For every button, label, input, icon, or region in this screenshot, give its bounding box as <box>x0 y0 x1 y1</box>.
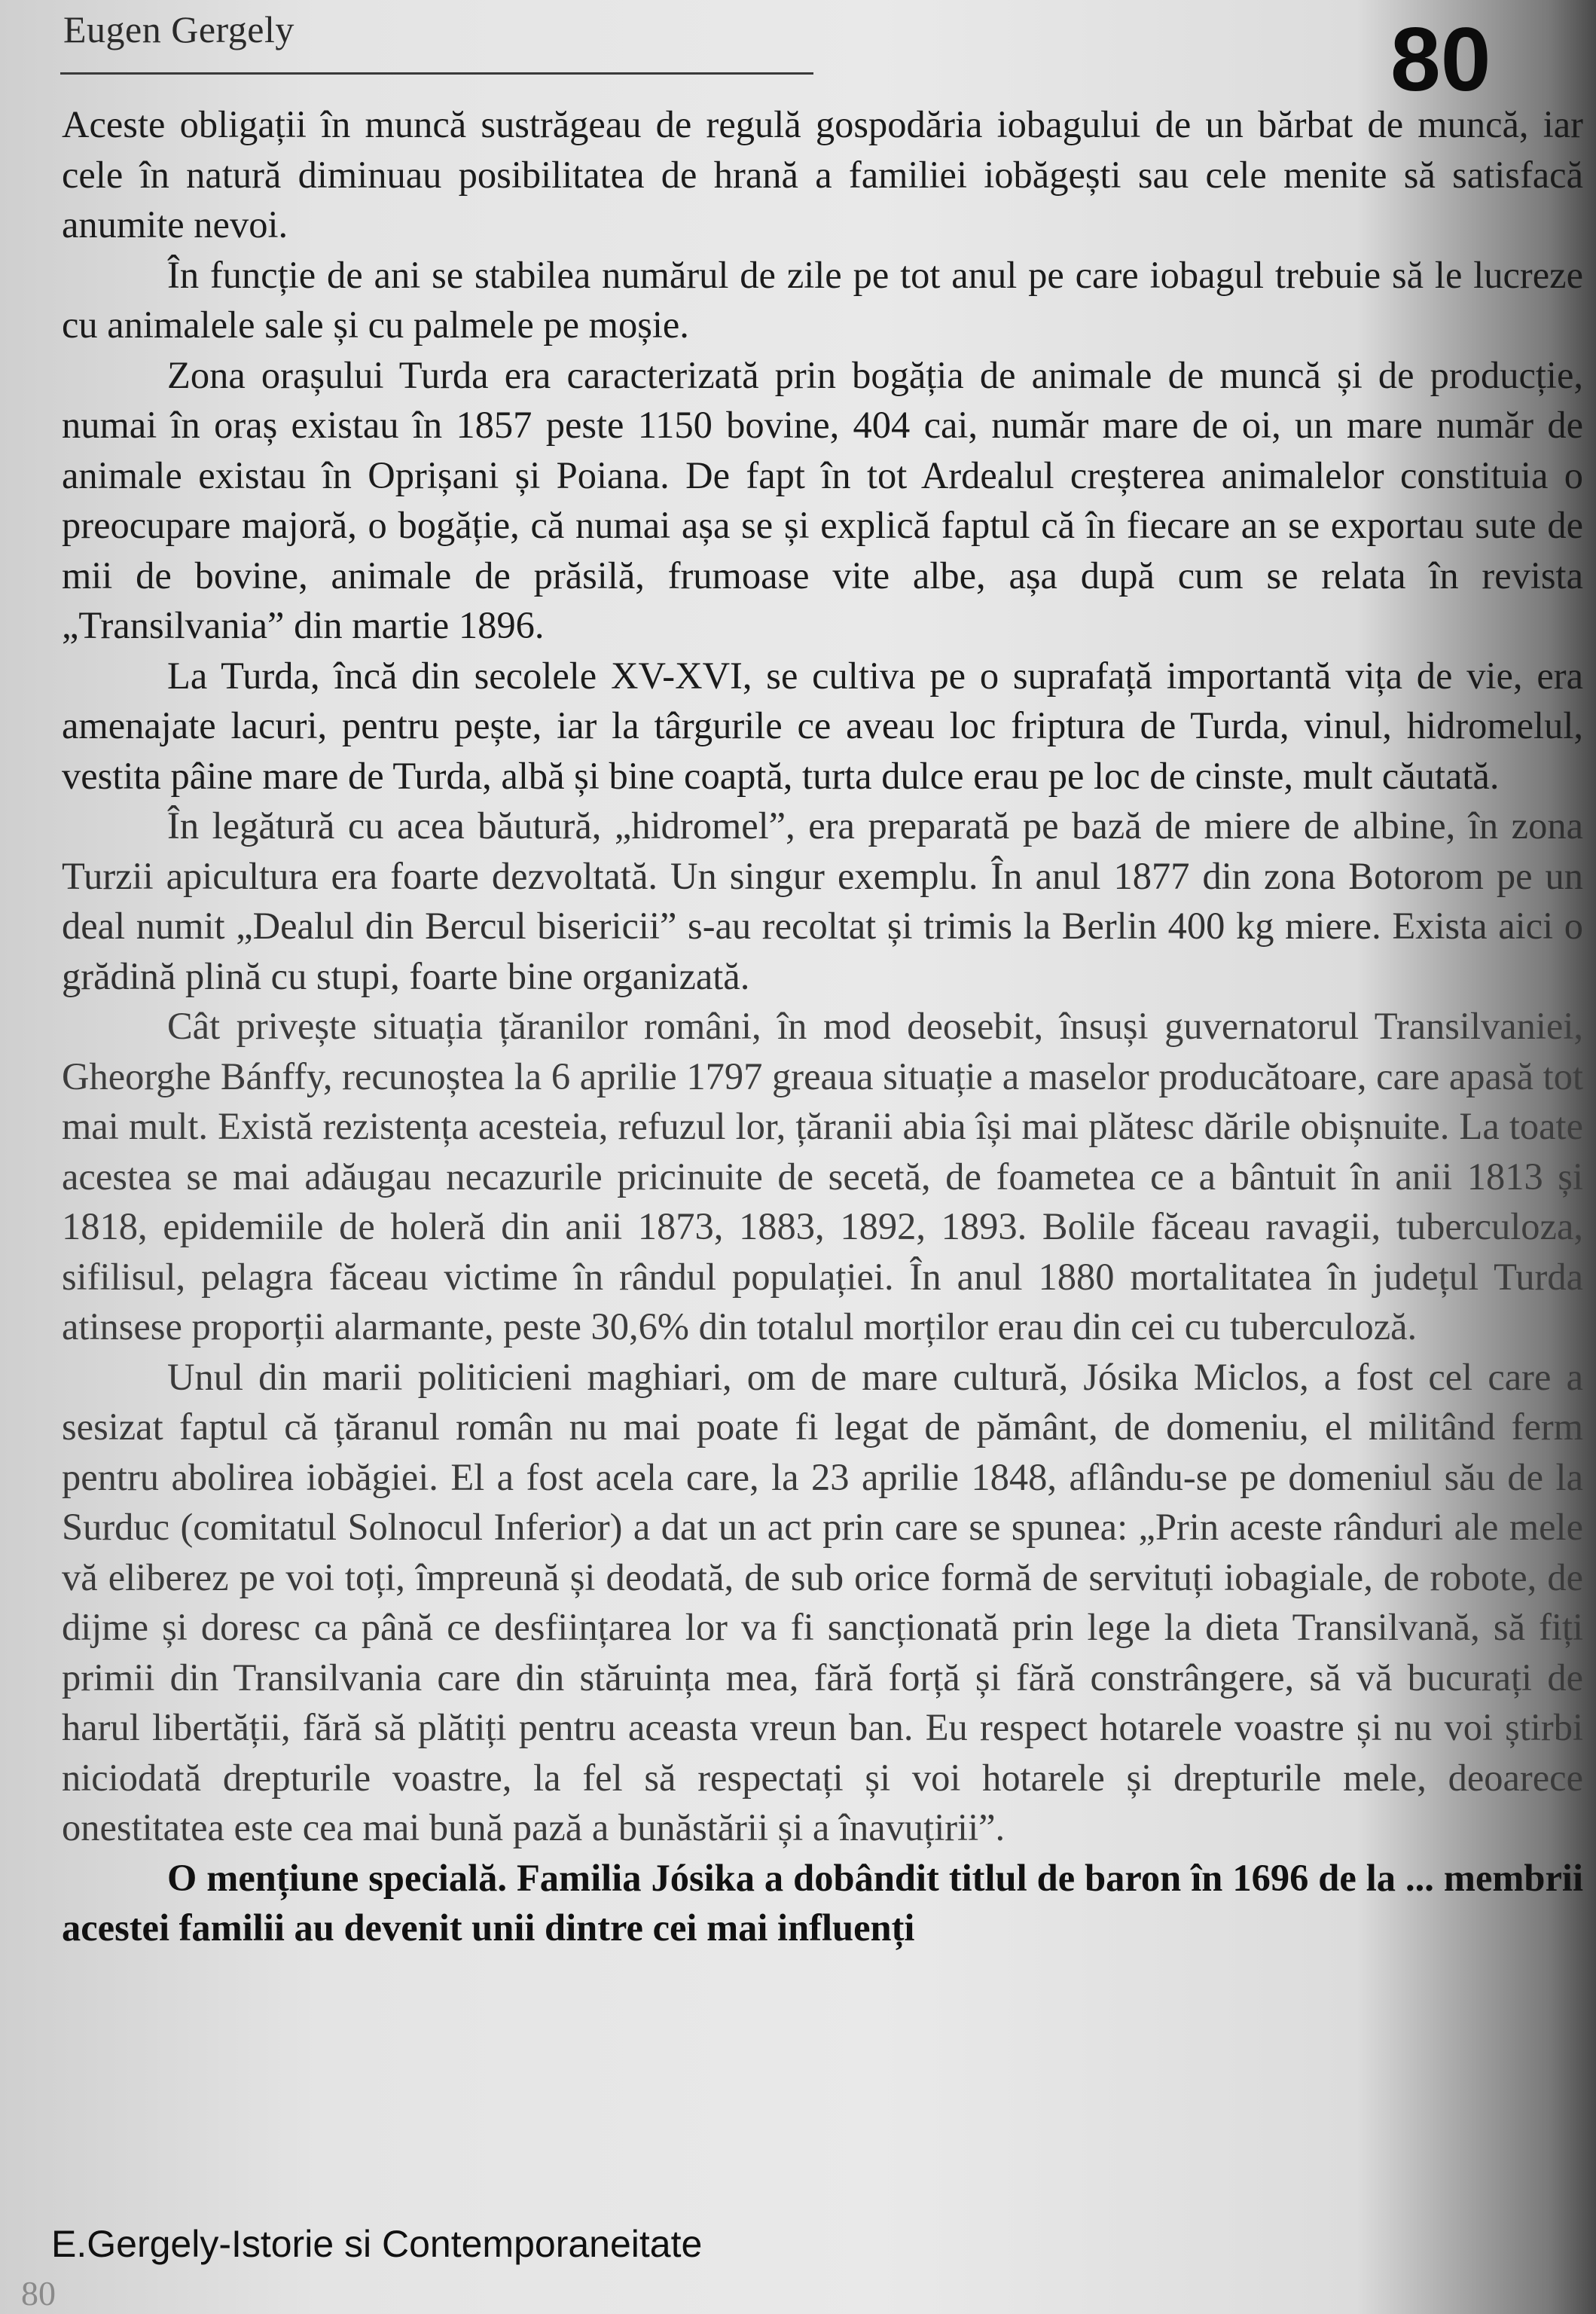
paragraph-2: În funcție de ani se stabilea numărul de zile pe tot anul pe care iobagul trebuie să le lucreze cu animalele sale și cu palmele pe moșie. <box>62 253 1583 346</box>
page-number: 80 <box>1390 9 1491 110</box>
paragraph-8: O mențiune specială. Familia Jósika a dobândit titlul de baron în 1696 de la ... membrii acestei familii au devenit unii dintre cei mai influenți <box>62 1856 1583 1949</box>
corner-page-number: 80 <box>21 2274 56 2312</box>
paragraph-3: Zona orașului Turda era caracterizată prin bogăția de animale de muncă și de producție, numai în oraș existau în 1857 peste 1150 bovine, 404 cai, număr mare de oi, un mare număr de animale existau în Oprișani și Poiana. De fapt în tot Ardealul creșterea animalelor constituia o preocupare majoră, o bogăție, că numai așa se și explică faptul că în fiecare an se exportau sute de mii de bovine, animale de prăsilă, frumoase vite albe, așa după cum se relata în revista „Transilvania” din martie 1896. <box>62 353 1583 646</box>
footer-caption: E.Gergely-Istorie si Contemporaneitate <box>51 2223 703 2265</box>
paragraph-1: Aceste obligații în muncă sustrăgeau de regulă gospodăria iobagului de un bărbat de muncă, iar cele în natură diminuau posibilitatea de hrană a familiei iobăgești sau cele menite să satisfacă anumite nevoi. <box>62 103 1583 246</box>
paragraph-5: În legătură cu acea băutură, „hidromel”, era preparată pe bază de miere de albine, în zona Turzii apicultura era foarte dezvoltată. Un singur exemplu. În anul 1877 din zona Botorom pe un deal numit „Dealul din Bercul bisericii” s-au recoltat și trimis la Berlin 400 kg miere. Exista aici o grădină plină cu stupi, foarte bine organizată. <box>62 804 1583 997</box>
paragraph-6: Cât privește situația țăranilor români, în mod deosebit, însuși guvernatorul Transilvaniei, Gheorghe Bánffy, recunoștea la 6 aprilie 1797 greaua situație a maselor producătoare, care apasă tot mai mult. Există rezistența acesteia, refuzul lor, țăranii abia își mai plătesc dările obișnuite. La toate acestea se mai adăugau necazurile pricinuite de secetă, de foametea ce a bântuit în anii 1813 și 1818, epidemiile de holeră din anii 1873, 1883, 1892, 1893. Bolile făceau ravagii, tuberculoza, sifilisul, pelagra făceau victime în rândul populației. În anul 1880 mortalitatea în județul Turda atinsese proporții alarmante, peste 30,6% din totalul morților erau din cei cu tuberculoză. <box>62 1005 1583 1348</box>
paragraph-7: Unul din marii politicieni maghiari, om de mare cultură, Jósika Miclos, a fost cel care a sesizat faptul că țăranul român nu mai poate fi legat de pământ, de domeniu, el militând ferm pentru abolirea iobăgiei. El a fost acela care, la 23 aprilie 1848, aflându-se pe domeniul său de la Surduc (comitatul Solnocul Inferior) a dat un act prin care se spunea: „Prin aceste rânduri ale mele vă eliberez pe voi toți, împreună și deodată, de sub orice formă de servituți iobagiale, de robote, de dijme și doresc ca până ce desființarea lor va fi sancționată prin lege la dieta Transilvană, să fiți primii din Transilvania care din stăruința mea, fără forță și fără constrângere, să vă bucurați de harul libertății, fără să plătiți pentru aceasta vreun ban. Eu respect hotarele voastre și nu voi știrbi niciodată drepturile voastre, la fel să respectați și voi hotarele și drepturile mele, deoarece onestitatea este cea mai bună pază a bunăstării și a înavuțirii”. <box>62 1355 1583 1848</box>
body-text <box>62 99 1583 1953</box>
paragraph-4: La Turda, încă din secolele XV-XVI, se cultiva pe o suprafață importantă vița de vie, era amenajate lacuri, pentru pește, iar la târgurile ce aveau loc friptura de Turda, vinul, hidromelul, vestita pâine mare de Turda, albă și bine coaptă, turta dulce erau pe loc de cinste, mult căutată. <box>62 654 1583 797</box>
running-header-author: Eugen Gergely <box>63 8 294 50</box>
header-rule <box>60 72 813 75</box>
